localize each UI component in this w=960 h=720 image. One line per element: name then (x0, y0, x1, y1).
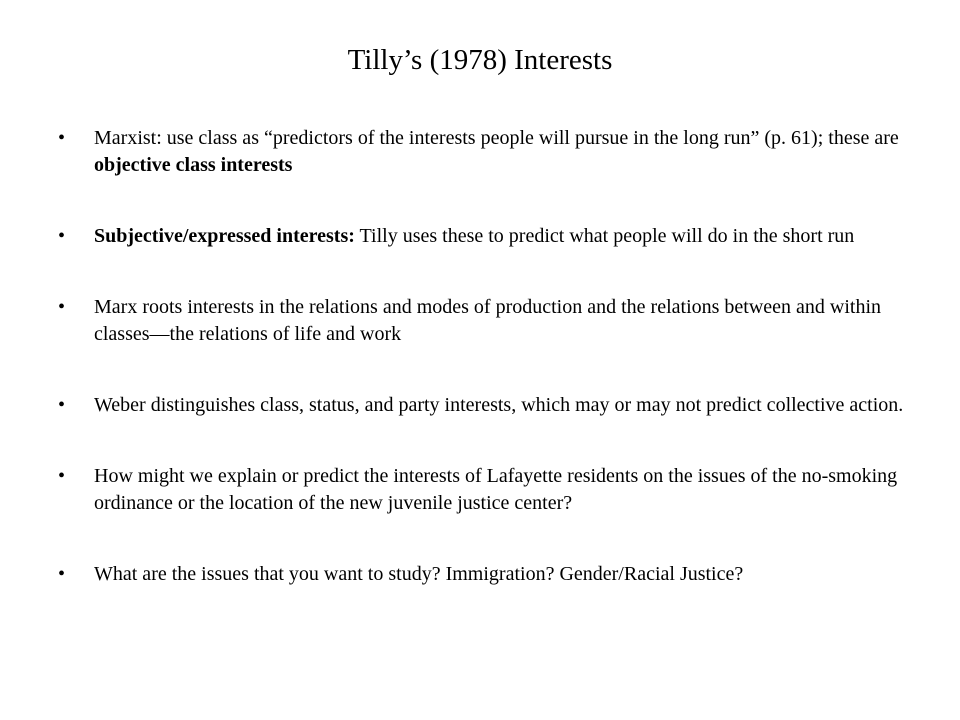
bullet-text (94, 563, 743, 585)
bullet-text-segment: Tilly uses these to predict what people will do in the short run (354, 225, 855, 247)
bullet-list (0, 125, 960, 632)
bullet-text (94, 296, 881, 345)
bullet-icon: • (58, 225, 66, 247)
bullet-text-segment: How might we explain or predict the interests of Lafayette residents on the issues of the no-smoking ordinance or the location of the new juvenile justice center? (94, 465, 898, 514)
bullet-item (0, 125, 960, 179)
bullet-text (94, 225, 854, 247)
bullet-item (0, 463, 960, 517)
bullet-item (0, 392, 960, 419)
bullet-item (0, 294, 960, 348)
bullet-text-segment: Marxist: use class as “predictors of the interests people will pursue in the long run” (p. 61); these are (94, 127, 899, 149)
bullet-item (0, 561, 960, 588)
bullet-text (94, 465, 897, 514)
bullet-icon: • (58, 127, 66, 149)
bullet-text-segment: Marx roots interests in the relations and modes of production and the relations between and within classes—the relations of life and work (94, 296, 882, 345)
bullet-icon: • (58, 563, 66, 585)
bullet-text-segment: What are the issues that you want to study? Immigration? Gender/Racial Justice? (94, 563, 744, 585)
bullet-text (94, 394, 903, 416)
bullet-text-bold-segment: Subjective/expressed interests: (94, 225, 355, 247)
bullet-item (0, 223, 960, 250)
slide-title: Tilly’s (1978) Interests (347, 44, 613, 76)
bullet-icon: • (58, 465, 66, 487)
bullet-text-segment: Weber distinguishes class, status, and party interests, which may or may not predict collective action. (94, 394, 904, 416)
bullet-text (94, 127, 899, 176)
bullet-icon: • (58, 394, 66, 416)
bullet-icon: • (58, 296, 66, 318)
bullet-text-bold-segment: objective class interests (94, 154, 293, 176)
